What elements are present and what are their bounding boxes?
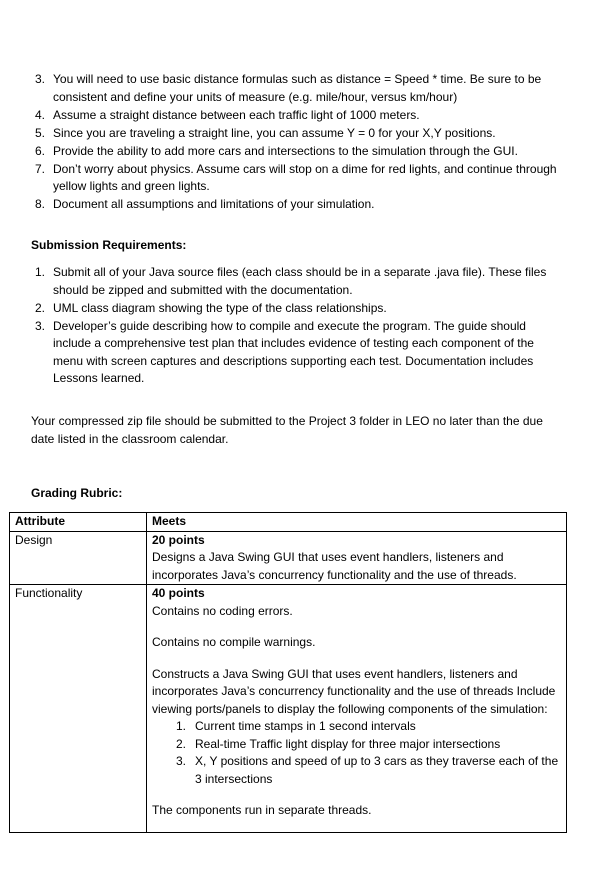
item-number: 1. [34,265,45,279]
table-row [10,531,567,585]
item-text: Since you are traveling a straight line, you can assume Y = 0 for your X,Y positions. [53,125,496,140]
list-item [152,718,562,736]
list-item [152,753,562,788]
table-header-row [10,513,567,532]
item-number: 4. [34,107,45,122]
item-text: Document all assumptions and limitations of your simulation. [53,197,375,211]
item-number: 3. [175,754,186,768]
submission-list [31,264,551,388]
list-item [31,143,576,161]
rubric-table [9,512,567,833]
item-number: 8. [34,197,45,211]
submission-heading: Submission Requirements: [31,238,187,252]
design-points: 20 points [152,532,205,547]
list-item [31,107,576,125]
list-item [31,125,576,143]
meets-design [147,531,567,585]
components-list [152,718,562,788]
item-text: Assume a straight distance between each traffic light of 1000 meters. [53,107,420,122]
item-number: 1. [175,719,186,733]
design-text: Designs a Java Swing GUI that uses event handlers, listeners and incorporates Java’s concurrency functionality and the use of threads. [152,550,517,582]
list-item [31,300,551,318]
item-text: Don’t worry about physics. Assume cars will stop on a dime for red lights, and continue through yellow lights and green lights. [53,161,557,193]
list-item [152,736,562,754]
item-text: You will need to use basic distance formulas such as distance = Speed * time. Be sure to be consistent and define your units of measure (e.g. mile/hour, versus km/hour) [53,72,542,104]
item-number: 2. [175,736,186,751]
zip-paragraph: Your compressed zip file should be submitted to the Project 3 folder in LEO no later than the due date listed in the classroom calendar. [31,414,543,446]
list-item [31,71,576,106]
column-header-attribute: Attribute [10,513,147,532]
column-header-meets: Meets [147,513,567,532]
item-number: 7. [34,161,45,176]
requirements-list [31,71,576,214]
list-item [31,264,551,299]
functionality-p1: Contains no coding errors. [152,603,293,618]
functionality-p3: Constructs a Java Swing GUI that uses event handlers, listeners and incorporates Java’s concurrency functionality and the use of threads Include viewing ports/panels to display the following components of the simulation: [152,666,556,716]
item-number: 3. [34,318,45,333]
list-item [31,318,551,388]
attribute-functionality: Functionality [10,585,147,833]
item-number: 3. [34,72,45,86]
item-text: Provide the ability to add more cars and intersections to the simulation through the GUI. [53,143,518,158]
item-number: 2. [34,300,45,315]
rubric-heading: Grading Rubric: [31,486,123,500]
list-item [31,161,576,196]
functionality-points: 40 points [152,586,205,600]
item-text: Real-time Traffic light display for three major intersections [195,736,501,751]
list-item [31,196,576,214]
functionality-p4: The components run in separate threads. [152,803,372,817]
item-text: Submit all of your Java source files (each class should be in a separate .java file). These files should be zipped and submitted with the documentation. [53,265,547,297]
item-number: 5. [34,125,45,140]
meets-functionality [147,585,567,833]
item-text: UML class diagram showing the type of the class relationships. [53,300,387,315]
item-text: Current time stamps in 1 second intervals [195,719,416,733]
item-number: 6. [34,143,45,158]
item-text: Developer’s guide describing how to compile and execute the program. The guide should include a comprehensive test plan that includes evidence of testing each component of the menu with screen captures and descriptions supporting each test. Documentation includes Lessons learned. [53,318,534,385]
item-text: X, Y positions and speed of up to 3 cars as they traverse each of the 3 intersections [195,754,559,786]
table-row [10,585,567,833]
attribute-design: Design [10,531,147,585]
functionality-p2: Contains no compile warnings. [152,635,316,649]
